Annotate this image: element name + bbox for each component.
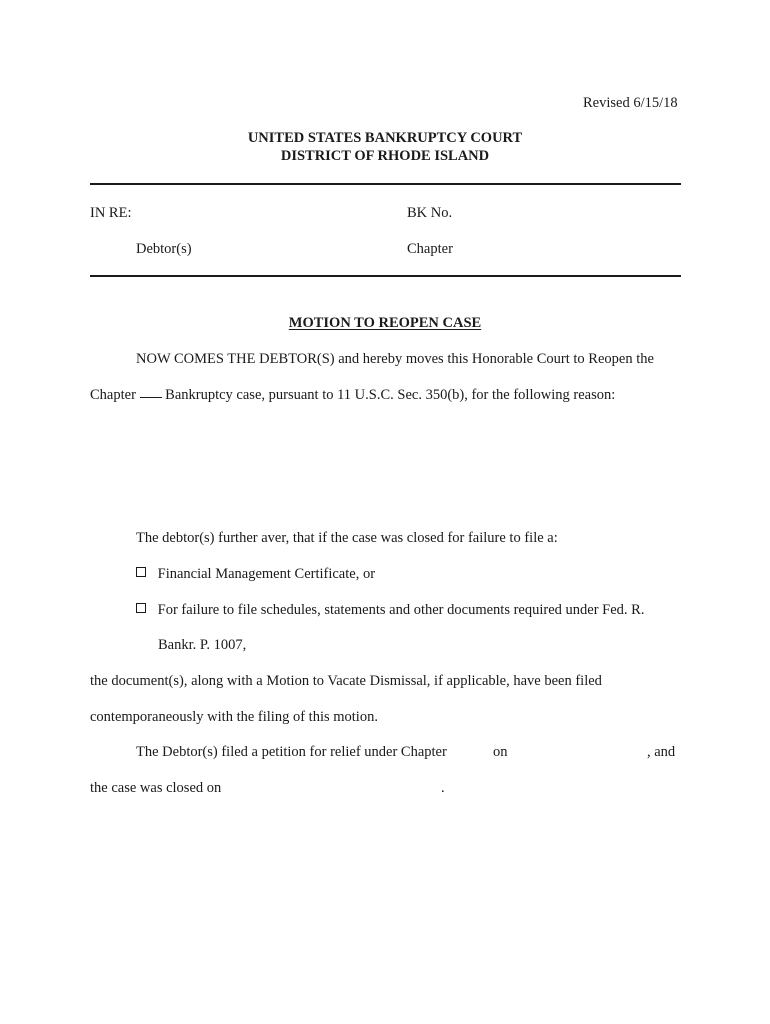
- debtors-label: Debtor(s): [136, 241, 192, 257]
- motion-paragraph-line2: [90, 388, 615, 403]
- caption-bottom-rule: [90, 275, 681, 277]
- checkbox-icon: [136, 603, 146, 613]
- motion-paragraph-line1: NOW COMES THE DEBTOR(S) and hereby moves this Honorable Court to Reopen the: [136, 351, 654, 367]
- chapter-blank: [140, 397, 162, 398]
- checkbox-icon: [136, 567, 146, 577]
- option-schedules: [136, 603, 644, 618]
- bk-no-label: BK No.: [407, 205, 453, 221]
- court-district: DISTRICT OF RHODE ISLAND: [280, 148, 490, 164]
- aver-paragraph: The debtor(s) further aver, that if the case was closed for failure to file a:: [136, 530, 558, 546]
- option-financial-certificate-label: Financial Management Certificate, or: [157, 566, 376, 582]
- petition-paragraph: The Debtor(s) filed a petition for relief under Chapter: [136, 744, 447, 760]
- document-title: MOTION TO REOPEN CASE: [288, 315, 482, 331]
- revised-date: Revised 6/15/18: [583, 95, 678, 111]
- option-schedules-continued: Bankr. P. 1007,: [158, 637, 247, 653]
- closed-period: .: [441, 780, 445, 796]
- chapter-label: Chapter: [407, 241, 453, 257]
- documents-paragraph-line1: the document(s), along with a Motion to Vacate Dismissal, if applicable, have been filed: [90, 673, 602, 689]
- court-name: UNITED STATES BANKRUPTCY COURT: [247, 130, 523, 146]
- closed-paragraph: the case was closed on: [90, 780, 222, 796]
- in-re-label: IN RE:: [90, 205, 132, 221]
- motion-reason-text: Bankruptcy case, pursuant to 11 U.S.C. Sec. 350(b), for the following reason:: [161, 387, 616, 403]
- petition-on: on: [493, 744, 508, 760]
- petition-and: , and: [647, 744, 676, 760]
- caption-top-rule: [90, 183, 681, 185]
- chapter-prefix: Chapter: [90, 387, 140, 403]
- option-schedules-label: For failure to file schedules, statements and other documents required under Fed. R.: [157, 602, 645, 618]
- option-financial-certificate: [136, 567, 375, 582]
- documents-paragraph-line2: contemporaneously with the filing of this motion.: [90, 709, 378, 725]
